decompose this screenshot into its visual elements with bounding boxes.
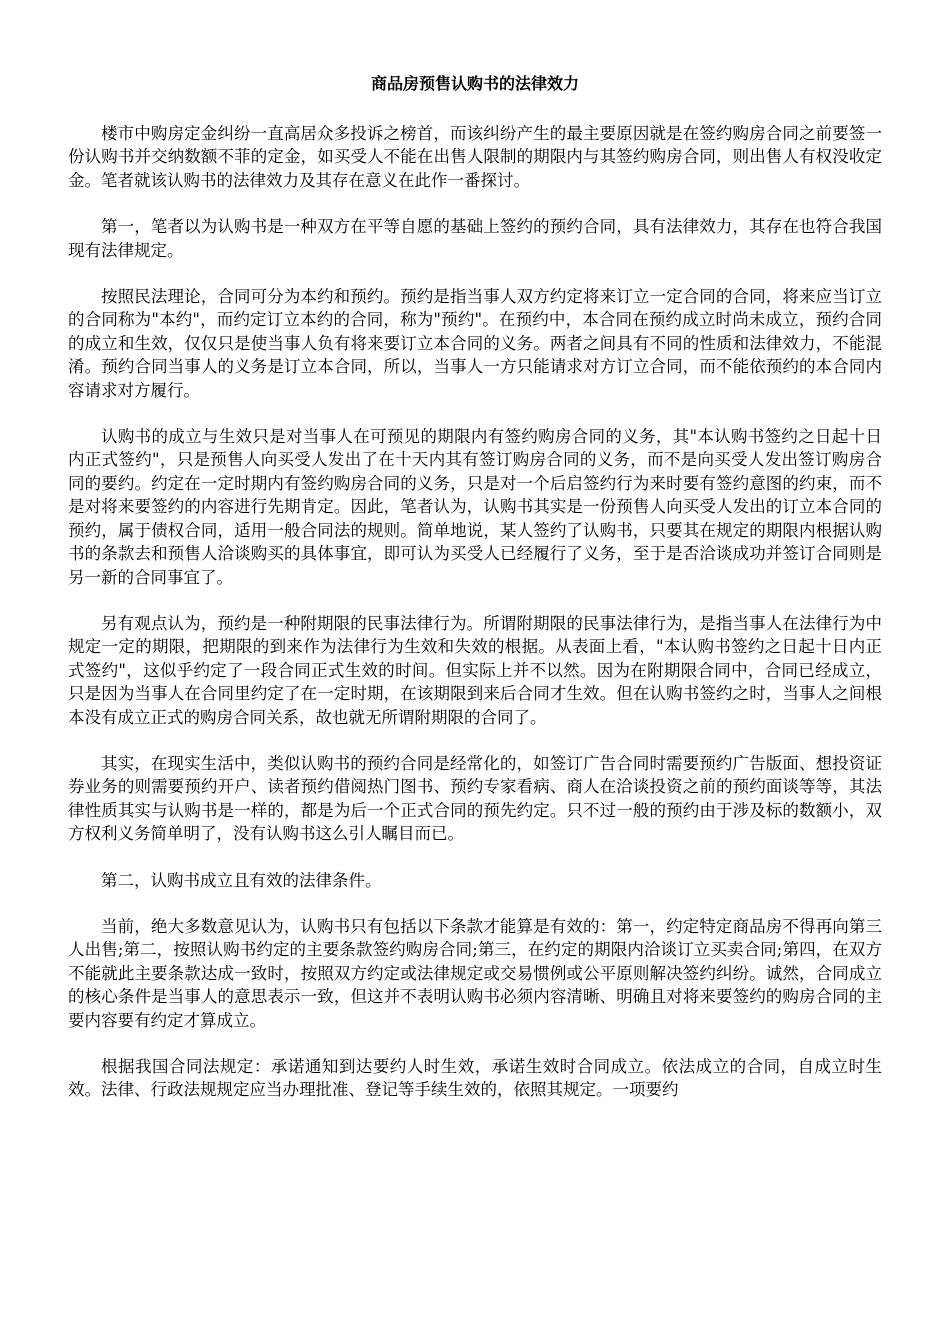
paragraph-subscription-effect: 认购书的成立与生效只是对当事人在可预见的期限内有签约购房合同的义务，其"本认购书签约之日起十日内正式签约"，只是预售人向买受人发出了在十天内其有签订购房合同的义务，而不是向买受人发出签订购房合同的要约。约定在一定时期内有签约购房合同的义务，只是对一个后启签约行为来时要有签约意图的约束，而不是对将来要签约的内容进行先期肯定。因此，笔者认为，认购书其实是一份预售人向买受人发出的订立本合同的预约，属于债权合同，适用一般合同法的规则。简单地说，某人签约了认购书，只要其在规定的期限内根据认购书的条款去和预售人洽谈购买的具体事宜，即可认为买受人已经履行了义务，至于是否洽谈成功并签订合同则是另一新的合同事宜了。 [68,427,882,587]
paragraph-real-life: 其实，在现实生活中，类似认购书的预约合同是经常化的，如签订广告合同时需要预约广告版面、想投资证券业务的则需要预约开户、读者预约借阅热门图书、预约专家看病、商人在洽谈投资之前的预约面谈等等，其法律性质其实与认购书是一样的，都是为后一个正式合同的预先约定。只不过一般的预约由于涉及标的数额小，双方权利义务简单明了，没有认购书这么引人瞩目而已。 [68,753,882,844]
paragraph-intro: 楼市中购房定金纠纷一直高居众多投诉之榜首，而该纠纷产生的最主要原因就是在签约购房合同之前要签一份认购书并交纳数额不菲的定金，如买受人不能在出售人限制的期限内与其签约购房合同，则出售人有权没收定金。笔者就该认购书的法律效力及其存在意义在此作一番探讨。 [68,124,882,190]
document-page [68,72,882,1125]
paragraph-second-point: 第二，认购书成立且有效的法律条件。 [101,870,382,890]
paragraph-other-view: 另有观点认为，预约是一种附期限的民事法律行为。所谓附期限的民事法律行为，是指当事人在法律行为中规定一定的期限，把期限的到来作为法律行为生效和失效的根据。从表面上看，"本认购书签约之日起十日内正式签约"，这似乎约定了一段合同正式生效的时间。但实际上并不以然。因为在附期限合同中，合同已经成立，只是因为当事人在合同里约定了在一定时期，在该期限到来后合同才生效。但在认购书签约之时，当事人之间根本没有成立正式的购房合同关系，故也就无所谓附期限的合同了。 [68,613,882,727]
document-title: 商品房预售认购书的法律效力 [370,74,579,93]
paragraph-conditions: 当前，绝大多数意见认为，认购书只有包括以下条款才能算是有效的：第一，约定特定商品房不得再向第三人出售;第二，按照认购书约定的主要条款签约购房合同;第三，在约定的期限内洽谈订立买卖合同;第四，在双方不能就此主要条款达成一致时，按照双方约定或法律规定或交易惯例或公平原则解决签约纠纷。诚然，合同成立的核心条件是当事人的意思表示一致，但这并不表明认购书必须内容清晰、明确且对将来要签约的购房合同的主要内容要有约定才算成立。 [68,916,882,1030]
paragraph-first-point: 第一，笔者以为认购书是一种双方在平等自愿的基础上签约的预约合同，具有法律效力，其存在也符合我国现有法律规定。 [68,217,882,260]
paragraph-contract-law: 根据我国合同法规定：承诺通知到达要约人时生效，承诺生效时合同成立。依法成立的合同，自成立时生效。法律、行政法规规定应当办理批准、登记等手续生效的，依照其规定。一项要约 [68,1057,882,1100]
paragraph-theory: 按照民法理论，合同可分为本约和预约。预约是指当事人双方约定将来订立一定合同的合同，将来应当订立的合同称为"本约"，而约定订立本约的合同，称为"预约"。在预约中，本合同在预约成立时尚未成立，预约合同的成立和生效，仅仅只是使当事人负有将来要订立本合同的义务。两者之间具有不同的性质和法律效力，不能混淆。预约合同当事人的义务是订立本合同，所以，当事人一方只能请求对方订立合同，而不能依预约的本合同内容请求对方履行。 [68,287,882,400]
